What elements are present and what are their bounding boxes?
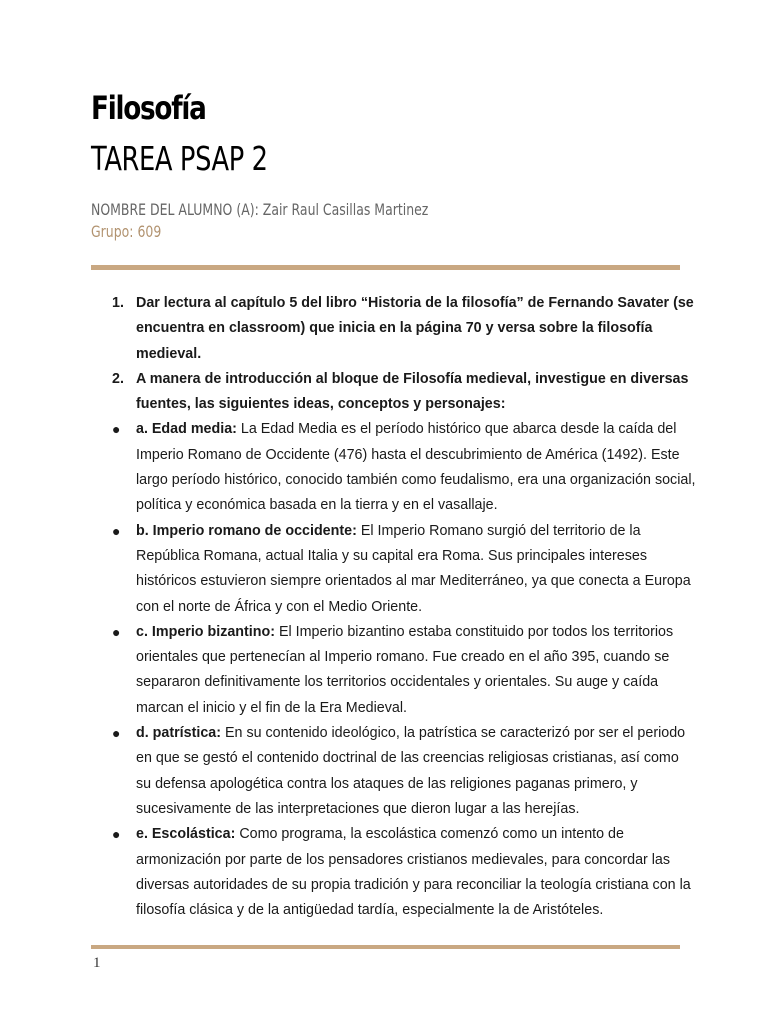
bullet-term: c. Imperio bizantino: bbox=[136, 623, 276, 640]
group-label: Grupo: 609 bbox=[91, 222, 162, 241]
bullet-text: El Imperio Romano surgió del territorio de la República Romana, actual Italia y su capital era Roma. Sus principales intereses históricos estuvieron siempre orientados al mar Mediterráneo, ya que conecta a Europa con el norte de África y con el Medio Oriente. bbox=[136, 522, 691, 615]
numbered-item-2 bbox=[112, 367, 696, 418]
bullet-item-imperio-romano bbox=[112, 519, 696, 620]
bullet-icon: ● bbox=[112, 623, 121, 640]
bullet-text: En su contenido ideológico, la patrística se caracterizó por ser el periodo en que se gestó el contenido doctrinal de las creencias religiosas cristianas, así como su defensa apologética contra los ataques de las religiones paganas primero, y sucesivamente de las interpretaciones que dieron lugar a las herejías. bbox=[136, 725, 686, 817]
bullet-term: b. Imperio romano de occidente: bbox=[136, 522, 357, 539]
bullet-term: e. Escolástica: bbox=[136, 826, 236, 843]
numbered-item-1 bbox=[112, 291, 696, 367]
bullet-text: La Edad Media es el período histórico que abarca desde la caída del Imperio Romano de Occidente (476) hasta el descubrimiento de América (1492). Este largo período histórico, conocido también como feudalismo, era una organización social, política y económica basada en la tierra y en el vasallaje. bbox=[136, 421, 696, 514]
bullet-text: El Imperio bizantino estaba constituido por todos los territorios orientales que pertenecían al Imperio romano. Fue creado en el año 395, cuando se separaron definitivamente los territorios occidentales y orientales. Su auge y caída marcan el inicio y el fin de la Era Medieval. bbox=[136, 623, 674, 716]
list-number: 1. bbox=[112, 295, 124, 311]
list-number: 2. bbox=[112, 370, 124, 387]
document-body bbox=[112, 291, 696, 923]
document-title: Filosofía bbox=[91, 89, 206, 127]
bullet-icon: ● bbox=[112, 522, 121, 539]
page-number: 1 bbox=[93, 955, 101, 971]
bullet-item-imperio-bizantino bbox=[112, 620, 696, 721]
list-item-text: A manera de introducción al bloque de Filosofía medieval, investigue en diversas fuentes, las siguientes ideas, conceptos y personajes: bbox=[136, 370, 689, 413]
document-subtitle: TAREA PSAP 2 bbox=[91, 139, 268, 178]
bullet-item-edad-media bbox=[112, 417, 696, 518]
footer-divider bbox=[91, 945, 680, 949]
bullet-icon: ● bbox=[112, 421, 121, 438]
header-divider bbox=[91, 265, 680, 270]
bullet-term: a. Edad media: bbox=[136, 421, 237, 438]
student-name: NOMBRE DEL ALUMNO (A): Zair Raul Casillas Martinez bbox=[91, 200, 429, 219]
bullet-item-patristica bbox=[112, 721, 696, 822]
bullet-item-escolastica bbox=[112, 822, 696, 923]
bullet-icon: ● bbox=[112, 826, 121, 843]
bullet-text: Como programa, la escolástica comenzó como un intento de armonización por parte de los pensadores cristianos medievales, para concordar las diversas autoridades de su propia tradición y para reconciliar la teología cristiana con la filosofía clásica y de la antigüedad tardía, especialmente la de Aristóteles. bbox=[136, 826, 691, 919]
bullet-icon: ● bbox=[112, 725, 121, 742]
list-item-text: Dar lectura al capítulo 5 del libro “Historia de la filosofía” de Fernando Savater (se encuentra en classroom) que inicia en la página 70 y versa sobre la filosofía medieval. bbox=[136, 295, 694, 362]
bullet-term: d. patrística: bbox=[136, 725, 222, 742]
